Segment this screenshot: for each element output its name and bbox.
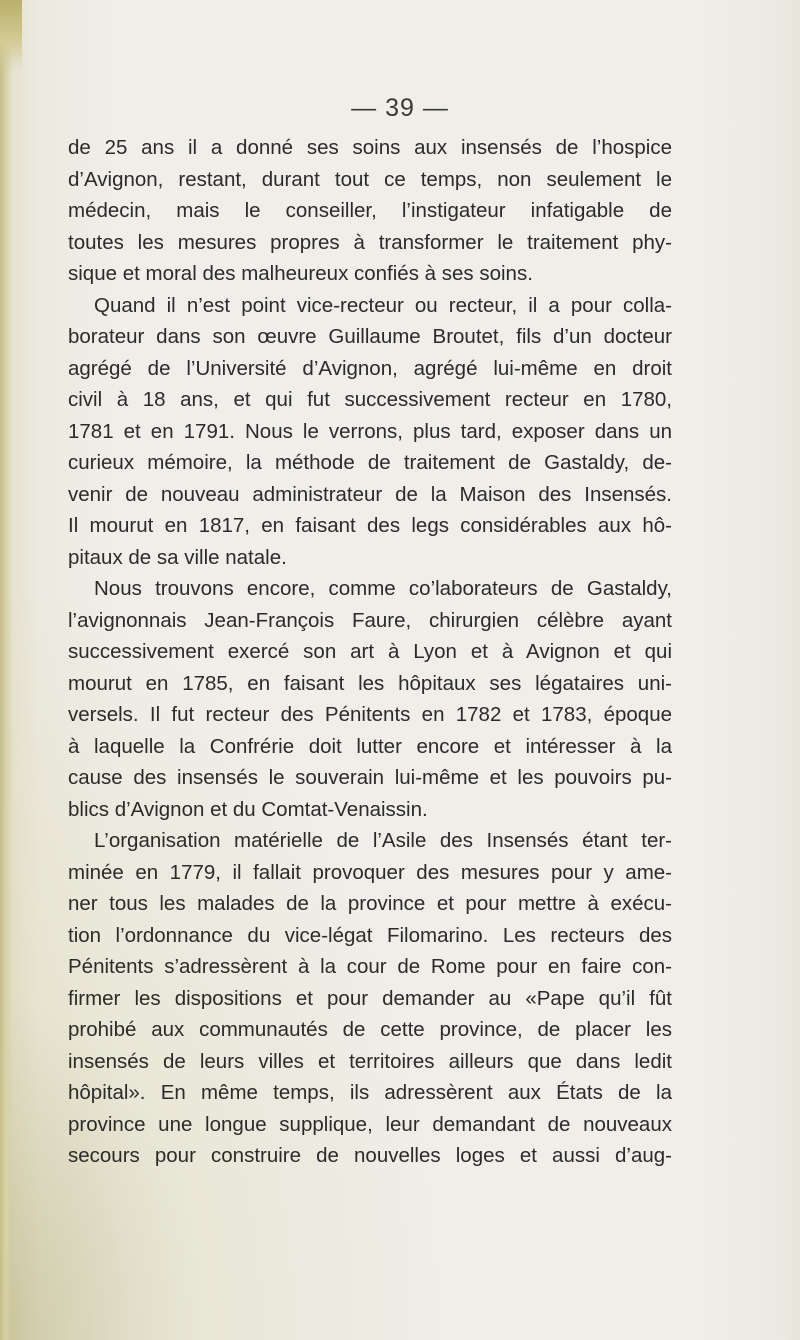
text-line: blics d’Avignon et du Comtat-Venaissin. (68, 797, 428, 821)
text-line: Il mourut en 1817, en faisant des legs considérables aux hô- (68, 514, 672, 537)
text-line: prohibé aux communautés de cette province, de placer les (68, 1018, 672, 1041)
text-line: à laquelle la Confrérie doit lutter encore et intéresser à la (68, 734, 672, 758)
text-line: d’Avignon, restant, durant tout ce temps, non seulement le (68, 167, 672, 191)
text-line: mourut en 1785, en faisant les hôpitaux ses légataires uni- (68, 671, 672, 695)
text-line: minée en 1779, il fallait provoquer des mesures pour y ame- (68, 860, 672, 884)
text-line: ner tous les malades de la province et pour mettre à exécu- (68, 892, 672, 915)
text-line: province une longue supplique, leur demandant de nouveaux (68, 1112, 672, 1136)
text-line: secours pour construire de nouvelles loges et aussi d’aug- (68, 1144, 672, 1167)
text-line: successivement exercé son art à Lyon et à Avignon et qui (68, 640, 672, 663)
text-line: insensés de leurs villes et territoires ailleurs que dans ledit (68, 1049, 672, 1073)
page-spine-shadow (0, 0, 12, 1340)
paragraph-start-line: Nous trouvons encore, comme co’laborateurs de Gastaldy, (94, 577, 672, 600)
text-line: 1781 et en 1791. Nous le verrons, plus tard, exposer dans un (68, 419, 672, 443)
page-number: — 39 — (351, 94, 449, 122)
text-line: l’avignonnais Jean-François Faure, chirurgien célèbre ayant (68, 608, 672, 632)
text-line: curieux mémoire, la méthode de traitement de Gastaldy, de- (68, 451, 672, 474)
text-line: tion l’ordonnance du vice-légat Filomarino. Les recteurs des (68, 923, 672, 947)
text-line: civil à 18 ans, et qui fut successivement recteur en 1780, (68, 388, 672, 411)
text-line: venir de nouveau administrateur de la Maison des Insensés. (68, 482, 672, 506)
text-line: firmer les dispositions et pour demander au «Pape qu’il fût (68, 986, 672, 1010)
text-line: sique et moral des malheureux confiés à ses soins. (68, 262, 533, 285)
text-line: Pénitents s’adressèrent à la cour de Rome pour en faire con- (68, 955, 672, 978)
text-line: agrégé de l’Université d’Avignon, agrégé lui-même en droit (68, 356, 672, 380)
text-line: versels. Il fut recteur des Pénitents en 1782 et 1783, époque (68, 703, 672, 726)
paragraph-start-line: Quand il n’est point vice-recteur ou recteur, il a pour colla- (94, 293, 672, 317)
text-line: médecin, mais le conseiller, l’instigateur infatigable de (68, 199, 672, 222)
text-line: de 25 ans il a donné ses soins aux insensés de l’hospice (68, 136, 672, 159)
page-corner-stain (0, 0, 22, 70)
text-line: borateur dans son œuvre Guillaume Broutet, fils d’un docteur (68, 325, 672, 348)
text-line: pitaux de sa ville natale. (68, 545, 287, 569)
paragraph-start-line: L’organisation matérielle de l’Asile des Insensés étant ter- (94, 829, 672, 852)
text-line: hôpital». En même temps, ils adressèrent aux États de la (68, 1081, 672, 1104)
body-text (68, 132, 672, 1172)
text-line: toutes les mesures propres à transformer le traitement phy- (68, 230, 672, 254)
text-line: cause des insensés le souverain lui-même et les pouvoirs pu- (68, 766, 672, 789)
